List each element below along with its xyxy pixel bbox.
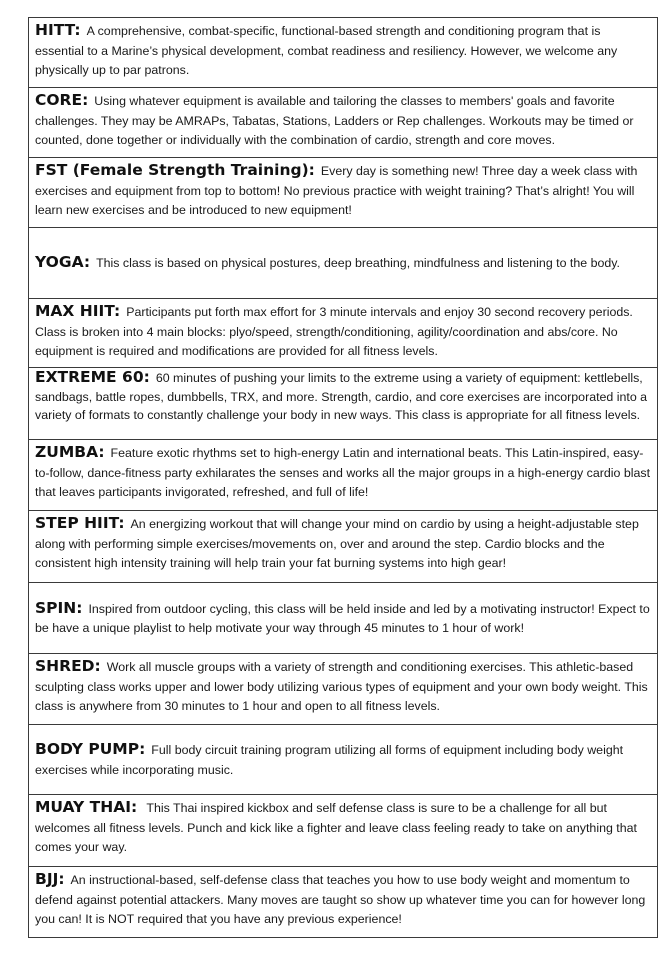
class-row-shred: [29, 653, 657, 724]
class-row-core: [29, 87, 657, 157]
class-title: SPIN:: [35, 598, 83, 617]
class-description: A comprehensive, combat-specific, functional-based strength and conditioning program that is essential to a Marine’s physical development, combat readiness and resiliency. However, we welcome any physically up to par patrons.: [35, 24, 618, 77]
class-description: Inspired from outdoor cycling, this class will be held inside and led by a motivating instructor! Expect to be have a unique playlist to help motivate your way through 45 minutes to 1 hour of work!: [35, 601, 650, 635]
class-row-hitt: [29, 17, 657, 87]
class-title: HITT:: [35, 21, 81, 39]
class-row-muay-thai: [29, 794, 657, 866]
class-description: This Thai inspired kickbox and self defense class is sure to be a challenge for all but welcomes all fitness levels. Punch and kick like a fighter and leave class feeling ready to take on anything that comes your way.: [35, 801, 637, 854]
class-title: BJJ:: [35, 870, 65, 888]
class-description: Feature exotic rhythms set to high-energy Latin and international beats. This Latin-inspired, easy-to-follow, dance-fitness party exhilarates the senses and works all the major groups in a high-energy cardio blast that leaves participants invigorated, refreshed, and full of life!: [35, 446, 651, 499]
class-description: Work all muscle groups with a variety of strength and conditioning exercises. This athletic-based sculpting class works upper and lower body utilizing various types of equipment and your own body weight. This class is anywhere from 30 minutes to 1 hour and open to all fitness levels.: [35, 660, 648, 713]
class-description: 60 minutes of pushing your limits to the extreme using a variety of equipment: kettlebells, sandbags, battle ropes, dumbbells, TRX, and more. Strength, cardio, and core exercises are incorporated into a variety of formats to constantly challenge your body in new ways. This class is appropriate for all fitness levels.: [35, 371, 648, 422]
class-description: Full body circuit training program utilizing all forms of equipment including body weight exercises while incorporating music.: [35, 743, 624, 777]
class-description: An instructional-based, self-defense class that teaches you how to use body weight and momentum to defend against potential attackers. Many moves are taught so show up whatever time you can for however long you can! It is NOT required that you have any previous experience!: [35, 873, 646, 926]
class-title: FST (Female Strength Training):: [35, 161, 315, 179]
class-row-zumba: [29, 439, 657, 510]
class-title: YOGA:: [35, 253, 91, 272]
class-title: MAX HIIT:: [35, 302, 121, 320]
class-row-body-pump: [29, 724, 657, 794]
class-description: Participants put forth max effort for 3 minute intervals and enjoy 30 second recovery periods. Class is broken into 4 main blocks: plyo/speed, strength/conditioning, agility/coordination and abs/core. No equipment is required and modifications are provided for all fitness levels.: [35, 305, 633, 358]
class-title: CORE:: [35, 91, 89, 109]
class-title: BODY PUMP:: [35, 740, 146, 758]
class-description: An energizing workout that will change your mind on cardio by using a height-adjustable step along with performing simple exercises/movements on, over and around the step. Cardio blocks and the consistent high intensity training will help train your fat burning systems into high gear!: [35, 517, 639, 570]
class-title: MUAY THAI:: [35, 798, 138, 816]
class-row-yoga: [29, 227, 657, 298]
class-row-extreme-60: [29, 367, 657, 439]
class-description: Every day is something new! Three day a week class with exercises and equipment from top to bottom! No previous practice with weight training? That’s alright! You will learn new exercises and be introduced to new equipment!: [35, 164, 638, 217]
class-row-bjj: [29, 866, 657, 938]
class-row-step-hiit: [29, 510, 657, 582]
class-description: This class is based on physical postures, deep breathing, mindfulness and listening to the body.: [96, 256, 620, 271]
class-title: SHRED:: [35, 657, 101, 675]
class-row-spin: [29, 582, 657, 653]
class-title: STEP HIIT:: [35, 514, 125, 532]
class-descriptions-table: [28, 17, 658, 938]
class-title: EXTREME 60:: [35, 368, 150, 386]
class-row-fst: [29, 157, 657, 227]
class-title: ZUMBA:: [35, 443, 105, 461]
class-row-max-hiit: [29, 298, 657, 367]
class-description: Using whatever equipment is available and tailoring the classes to members' goals and favorite challenges. They may be AMRAPs, Tabatas, Stations, Ladders or Rep challenges. Workouts may be timed or counted, done together or individually with the combination of cardio, strength and core moves.: [35, 94, 634, 147]
